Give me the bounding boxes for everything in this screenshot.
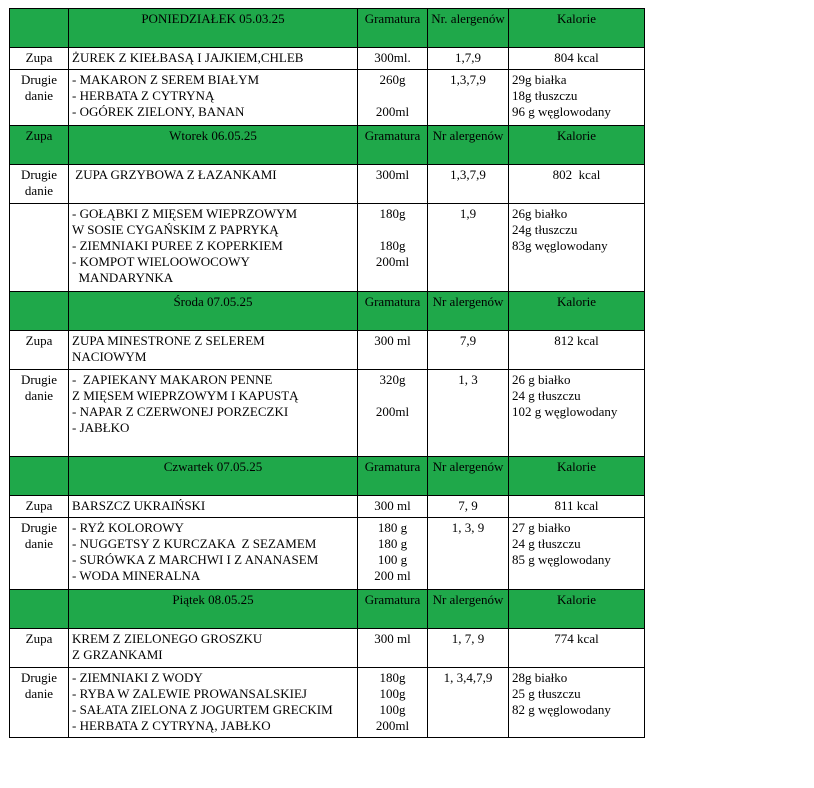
weights-cell — [358, 48, 428, 70]
dish-line: - MAKARON Z SEREM BIAŁYM — [72, 72, 260, 87]
meal-type: Zupa — [25, 498, 53, 513]
allergens-value: 1, 3, 9 — [451, 520, 485, 535]
weight-line — [361, 388, 424, 404]
nutrition-cell — [509, 204, 645, 292]
allergens-cell — [428, 668, 509, 738]
weight-line: 100 g — [377, 552, 408, 567]
day-title: Wtorek 06.05.25 — [169, 128, 257, 143]
gramatura-header: Gramatura — [364, 459, 421, 474]
allergens-value: 1,9 — [459, 206, 477, 221]
nutrition-line: 96 g węglowodany — [512, 104, 611, 119]
dishes-cell — [69, 331, 358, 370]
nutrition-line: 24 g tłuszczu — [512, 536, 581, 551]
day-title-cell — [69, 126, 358, 165]
nutrition-cell — [509, 70, 645, 126]
day-header-row — [10, 126, 645, 165]
allergens-value: 7, 9 — [458, 498, 478, 513]
allergens-header-cell — [428, 126, 509, 165]
gramatura-header-cell — [358, 590, 428, 629]
nutrition-line: 26g białko — [512, 206, 568, 221]
weight-line: 200ml — [375, 718, 410, 733]
dish-line: - KOMPOT WIELOOWOCOWY — [72, 254, 250, 269]
allergens-header: Nr alergenów — [432, 294, 504, 309]
day-header-row — [10, 9, 645, 48]
gramatura-header-cell — [358, 292, 428, 331]
weight-line: 180 g — [377, 536, 408, 551]
gramatura-header-cell — [358, 9, 428, 48]
calories-header: Kalorie — [557, 294, 596, 309]
calories-header-cell — [509, 457, 645, 496]
day-header-row — [10, 457, 645, 496]
nutrition-line: 24 g tłuszczu — [512, 388, 581, 403]
dishes-cell — [69, 48, 358, 70]
dish-line: W SOSIE CYGAŃSKIM Z PAPRYKĄ — [72, 222, 279, 237]
meal-type-cell — [10, 668, 69, 738]
calories-header-cell — [509, 292, 645, 331]
menu-table — [9, 8, 645, 738]
dish-line: - JABŁKO — [72, 420, 130, 435]
calories-header: Kalorie — [557, 128, 596, 143]
meal-type-cell — [10, 48, 69, 70]
nutrition-line: 18g tłuszczu — [512, 88, 578, 103]
weight-line: 200ml — [375, 404, 410, 419]
dish-line: Z MIĘSEM WIEPRZOWYM I KAPUSTĄ — [72, 388, 299, 403]
weight-line: 260g — [379, 72, 406, 87]
header-label: Zupa — [25, 128, 53, 143]
weights-cell — [358, 496, 428, 518]
gramatura-header: Gramatura — [364, 11, 421, 26]
dish-line: NACIOWYM — [72, 349, 147, 364]
meal-type: Zupa — [25, 50, 53, 65]
meal-type: Drugie danie — [20, 670, 58, 701]
nutrition-line: 28g białko — [512, 670, 568, 685]
calories-header-cell — [509, 9, 645, 48]
nutrition-cell — [509, 496, 645, 518]
meal-type: Drugie danie — [20, 167, 58, 198]
allergens-cell — [428, 496, 509, 518]
day-header-row — [10, 292, 645, 331]
calories-header-cell — [509, 126, 645, 165]
dish-line: - NAPAR Z CZERWONEJ PORZECZKI — [72, 404, 289, 419]
nutrition-line: 774 kcal — [554, 631, 599, 646]
day-title: PONIEDZIAŁEK 05.03.25 — [141, 11, 285, 26]
menu-row — [10, 370, 645, 457]
nutrition-line: 24g tłuszczu — [512, 222, 578, 237]
nutrition-line: 29g białka — [512, 72, 567, 87]
menu-row — [10, 496, 645, 518]
weights-cell — [358, 370, 428, 457]
dishes-cell — [69, 496, 358, 518]
dish-line: ZUPA MINESTRONE Z SELEREM — [72, 333, 265, 348]
meal-type-cell — [10, 629, 69, 668]
allergens-cell — [428, 70, 509, 126]
weight-line: 100g — [379, 686, 406, 701]
header-label-cell — [10, 292, 69, 331]
nutrition-line: 27 g białko — [512, 520, 571, 535]
weight-line: 300ml — [375, 167, 410, 182]
gramatura-header: Gramatura — [364, 294, 421, 309]
weight-line: 200ml — [375, 254, 410, 269]
allergens-cell — [428, 629, 509, 668]
dish-line: - RYŻ KOLOROWY — [72, 520, 184, 535]
weights-cell — [358, 629, 428, 668]
weights-cell — [358, 668, 428, 738]
dish-line: - GOŁĄBKI Z MIĘSEM WIEPRZOWYM — [72, 206, 298, 221]
dish-line: - ZIEMNIAKI Z WODY — [72, 670, 203, 685]
header-label-cell — [10, 126, 69, 165]
weights-cell — [358, 331, 428, 370]
dishes-cell — [69, 165, 358, 204]
allergens-value: 1, 7, 9 — [451, 631, 485, 646]
weights-cell — [358, 165, 428, 204]
nutrition-line: 26 g białko — [512, 372, 571, 387]
dish-line: - OGÓREK ZIELONY, BANAN — [72, 104, 245, 119]
menu-row — [10, 629, 645, 668]
gramatura-header: Gramatura — [364, 592, 421, 607]
gramatura-header: Gramatura — [364, 128, 421, 143]
allergens-header: Nr alergenów — [432, 459, 504, 474]
day-title: Czwartek 07.05.25 — [163, 459, 263, 474]
dish-line: - RYBA W ZALEWIE PROWANSALSKIEJ — [72, 686, 307, 701]
day-title-cell — [69, 590, 358, 629]
menu-row — [10, 668, 645, 738]
dish-line: ZUPA GRZYBOWA Z ŁAZANKAMI — [72, 167, 277, 182]
menu-row — [10, 518, 645, 590]
dish-line: - WODA MINERALNA — [72, 568, 201, 583]
weight-line: 300 ml — [374, 631, 411, 646]
day-title: Piątek 08.05.25 — [172, 592, 254, 607]
meal-type-cell — [10, 370, 69, 457]
allergens-header-cell — [428, 590, 509, 629]
calories-header-cell — [509, 590, 645, 629]
weights-cell — [358, 70, 428, 126]
weight-line: 100g — [379, 702, 406, 717]
nutrition-line: 82 g węglowodany — [512, 702, 611, 717]
nutrition-line: 802 kcal — [552, 167, 601, 182]
dish-line: ŻUREK Z KIEŁBASĄ I JAJKIEM,CHLEB — [72, 50, 304, 65]
dishes-cell — [69, 518, 358, 590]
nutrition-cell — [509, 165, 645, 204]
dish-line: - SAŁATA ZIELONA Z JOGURTEM GRECKIM — [72, 702, 333, 717]
weight-line: 300 ml — [374, 498, 411, 513]
allergens-cell — [428, 331, 509, 370]
header-label-cell — [10, 9, 69, 48]
day-title: Środa 07.05.25 — [173, 294, 253, 309]
calories-header: Kalorie — [557, 11, 596, 26]
weight-line: 180 g — [377, 520, 408, 535]
weight-line — [361, 88, 424, 104]
day-title-cell — [69, 9, 358, 48]
allergens-header-cell — [428, 457, 509, 496]
weight-line: 180g — [379, 206, 406, 221]
meal-type: Drugie danie — [20, 72, 58, 103]
weight-line: 200 ml — [374, 568, 411, 583]
dishes-cell — [69, 204, 358, 292]
dish-line: - HERBATA Z CYTRYNĄ, JABŁKO — [72, 718, 271, 733]
allergens-cell — [428, 370, 509, 457]
nutrition-cell — [509, 370, 645, 457]
allergens-value: 1,3,7,9 — [450, 72, 486, 87]
allergens-value: 7,9 — [459, 333, 477, 348]
meal-type: Zupa — [25, 631, 53, 646]
nutrition-line: 102 g węglowodany — [512, 404, 618, 419]
allergens-cell — [428, 48, 509, 70]
day-title-cell — [69, 457, 358, 496]
allergens-cell — [428, 165, 509, 204]
allergens-header: Nr. alergenów — [431, 11, 505, 26]
allergens-value: 1, 3,4,7,9 — [443, 670, 493, 685]
nutrition-line: 83g węglowodany — [512, 238, 608, 253]
allergens-value: 1,3,7,9 — [450, 167, 486, 182]
meal-type-cell — [10, 70, 69, 126]
allergens-value: 1, 3 — [458, 372, 478, 387]
header-label-cell — [10, 590, 69, 629]
weight-line: 320g — [379, 372, 406, 387]
weight-line: 180g — [379, 670, 406, 685]
dishes-cell — [69, 70, 358, 126]
weight-line: 180g — [379, 238, 406, 253]
allergens-header: Nr alergenów — [432, 592, 504, 607]
weight-line: 300ml. — [374, 50, 411, 65]
allergens-header: Nr alergenów — [432, 128, 504, 143]
meal-type-cell — [10, 518, 69, 590]
nutrition-cell — [509, 331, 645, 370]
allergens-cell — [428, 204, 509, 292]
nutrition-line: 811 kcal — [554, 498, 599, 513]
allergens-header-cell — [428, 292, 509, 331]
weights-cell — [358, 204, 428, 292]
weight-line: 300 ml — [374, 333, 411, 348]
nutrition-cell — [509, 629, 645, 668]
menu-row — [10, 165, 645, 204]
nutrition-line: 804 kcal — [554, 50, 599, 65]
allergens-header-cell — [428, 9, 509, 48]
meal-type-cell — [10, 331, 69, 370]
dish-line: - ZAPIEKANY MAKARON PENNE — [72, 372, 273, 387]
dishes-cell — [69, 629, 358, 668]
gramatura-header-cell — [358, 457, 428, 496]
nutrition-line: 85 g węglowodany — [512, 552, 611, 567]
calories-header: Kalorie — [557, 459, 596, 474]
allergens-cell — [428, 518, 509, 590]
nutrition-line: 812 kcal — [554, 333, 599, 348]
nutrition-cell — [509, 668, 645, 738]
menu-row — [10, 70, 645, 126]
gramatura-header-cell — [358, 126, 428, 165]
weights-cell — [358, 518, 428, 590]
dish-line: - SURÓWKA Z MARCHWI I Z ANANASEM — [72, 552, 319, 567]
meal-type-cell — [10, 204, 69, 292]
day-header-row — [10, 590, 645, 629]
meal-type: Zupa — [25, 333, 53, 348]
dish-line: - HERBATA Z CYTRYNĄ — [72, 88, 215, 103]
calories-header: Kalorie — [557, 592, 596, 607]
weight-line: 200ml — [375, 104, 410, 119]
nutrition-line: 25 g tłuszczu — [512, 686, 581, 701]
allergens-value: 1,7,9 — [455, 50, 481, 65]
header-label-cell — [10, 457, 69, 496]
dish-line: KREM Z ZIELONEGO GROSZKU — [72, 631, 263, 646]
meal-type: Drugie danie — [20, 520, 58, 551]
nutrition-cell — [509, 518, 645, 590]
menu-row — [10, 48, 645, 70]
meal-type-cell — [10, 165, 69, 204]
dish-line: Z GRZANKAMI — [72, 647, 163, 662]
dish-line: BARSZCZ UKRAIŃSKI — [72, 498, 206, 513]
menu-row — [10, 331, 645, 370]
dish-line: MANDARYNKA — [72, 270, 174, 285]
meal-type-cell — [10, 496, 69, 518]
dish-line: - NUGGETSY Z KURCZAKA Z SEZAMEM — [72, 536, 317, 551]
weight-line — [361, 222, 424, 238]
menu-row — [10, 204, 645, 292]
meal-type: Drugie danie — [20, 372, 58, 403]
dishes-cell — [69, 668, 358, 738]
dishes-cell — [69, 370, 358, 457]
day-title-cell — [69, 292, 358, 331]
dish-line: - ZIEMNIAKI PUREE Z KOPERKIEM — [72, 238, 283, 253]
nutrition-cell — [509, 48, 645, 70]
